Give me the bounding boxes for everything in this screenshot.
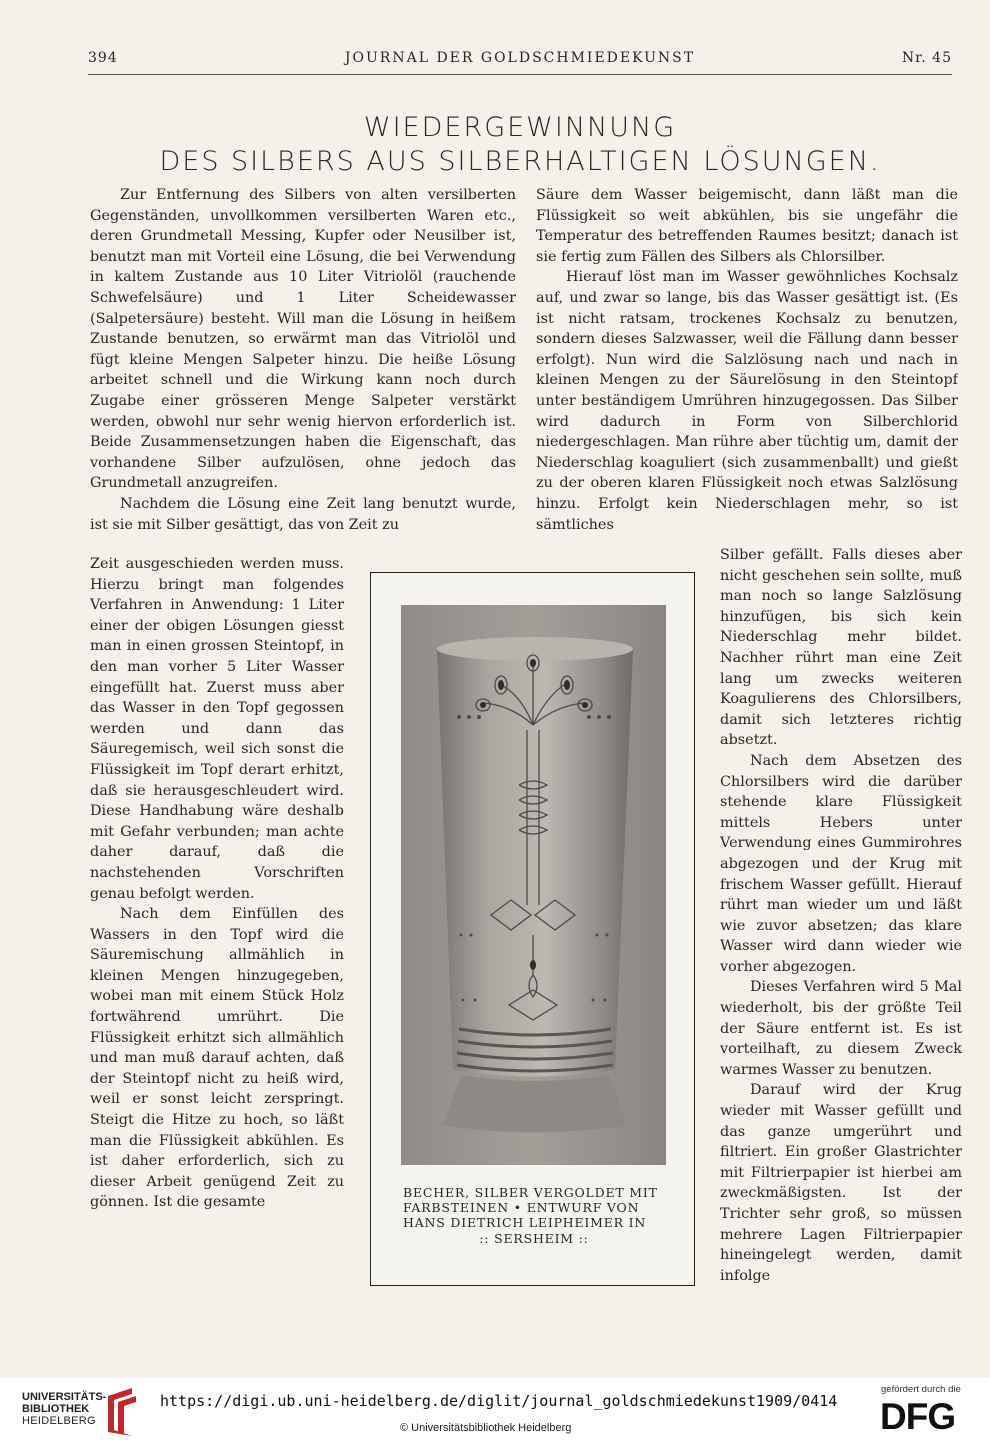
paragraph: Zeit ausgeschieden werden muss. Hierzu bringt man folgendes Verfahren in Anwendung: 1 Liter einer der obigen Lösungen giesst man in einen grossen Steintopf, in den man vorher 5 Liter Wasser eingefüllt hat. Zuerst muss aber das Wasser in den Topf gegossen werden und dann das Säuregemisch, weil sich sonst die Flüssigkeit im Topf derart erhitzt, daß sie herausgeschleudert wird. Diese Handhabung wäre deshalb mit Gefahr verbunden; man achte daher darauf, daß die nachstehenden Vorschriften genau befolgt werden. bbox=[90, 556, 344, 902]
library-name bbox=[22, 1391, 106, 1427]
paragraph: Nach dem Einfüllen des Wassers in den Topf wird die Säuremischung allmählich in kleinen Mengen hinzugegeben, wobei man mit einem Stück Holz fortwährend umrührt. Die Flüssigkeit erhitzt sich allmählich und man muß darauf achten, daß der Steintopf nicht zu heiß wird, weil er sonst leicht zerspringt. Steigt die Hitze zu hoch, so läßt man die Flüssigkeit abkühlen. Es ist daher erforderlich, sich zu dieser Arbeit genügend Zeit zu gönnen. Ist die gesamte bbox=[90, 906, 344, 1211]
paragraph: Dieses Verfahren wird 5 Mal wiederholt, bis der größte Teil der Säure entfernt ist. Es ist vorteilhaft, zu diesem Zweck warmes Wasser zu benutzen. bbox=[720, 979, 962, 1078]
funding-note: gefördert durch die bbox=[881, 1384, 961, 1395]
library-line: HEIDELBERG bbox=[22, 1415, 96, 1427]
paragraph: Hierauf löst man im Wasser gewöhnliches Kochsalz auf, und zwar so lange, bis das Wasser gesättigt ist. (Es ist nicht ratsam, trockenes Kochsalz zu benutzen, sondern dieses Salzwasser, weil die Fällung dann besser erfolgt). Nun wird die Salzlösung nach und nach in kleinen Mengen zu der Säurelösung in den Steintopf unter beständigem Umrühren hinzugegossen. Das Silber wird dadurch in Form von Silberchlorid niedergeschlagen. Man rühre aber tüchtig um, damit der Niederschlag koaguliert (sich zusammenballt) und gießt zu der oberen klaren Flüssigkeit noch etwas Salzlösung hinzu. Erfolgt kein Niederschlagen mehr, so ist sämtliches bbox=[536, 269, 958, 533]
permalink-url[interactable]: https://digi.ub.uni-heidelberg.de/diglit/journal_goldschmiedekunst1909/0414 bbox=[160, 1392, 838, 1410]
column-right-bottom bbox=[720, 545, 962, 1290]
library-line: BIBLIOTHEK bbox=[22, 1403, 90, 1415]
page-number: 394 bbox=[88, 50, 118, 66]
paragraph: Silber gefällt. Falls dieses aber nicht geschehen sein sollte, muß man noch so lange Salzlösung hinzufügen, bis sich kein Niederschlag mehr bildet. Nachher rührt man eine Zeit lang um zwecks weiteren Koagulierens des Chlorsilbers, damit sich letzteres richtig absetzt. bbox=[720, 547, 962, 749]
paragraph: Darauf wird der Krug wieder mit Wasser gefüllt und das ganze umgerührt und filtriert. Ein großer Glastrichter mit Filtrierpapier ist hierbei am zweckmäßigsten. Ist der Trichter sehr groß, so müssen mehrere Lagen Filtrierpapier hineingelegt werden, damit infolge bbox=[720, 1082, 962, 1284]
article-title-line2: DES SILBERS AUS SILBERHALTIGEN LÖSUNGEN. bbox=[159, 146, 881, 177]
dfg-logo: DFG bbox=[880, 1396, 956, 1437]
library-line: UNIVERSITÄTS- bbox=[22, 1391, 107, 1403]
journal-title: JOURNAL DER GOLDSCHMIEDEKUNST bbox=[344, 50, 696, 66]
caption-line: FARBSTEINEN • ENTWURF VON bbox=[403, 1200, 640, 1216]
article-title-line1: WIEDERGEWINNUNG bbox=[363, 112, 677, 143]
library-logo-icon bbox=[102, 1386, 142, 1438]
footer-bar bbox=[0, 1378, 990, 1445]
column-right-top bbox=[536, 185, 958, 545]
copyright-notice: © Universitätsbibliothek Heidelberg bbox=[400, 1422, 572, 1434]
caption-line: HANS DIETRICH LEIPHEIMER IN bbox=[403, 1215, 647, 1231]
issue-number: Nr. 45 bbox=[901, 50, 952, 66]
column-left-bottom bbox=[90, 554, 344, 1294]
beaker-image bbox=[401, 605, 666, 1165]
caption-line: BECHER, SILBER VERGOLDET MIT bbox=[403, 1185, 658, 1200]
beaker-photo-figure bbox=[370, 572, 695, 1286]
paragraph: Nach dem Absetzen des Chlorsilbers wird die darüber stehende klare Flüssigkeit mittels Hebers unter Verwendung eines Gummirohres abgezogen und der Krug mit frischem Wasser gefüllt. Hierauf rührt man wieder um und läßt wie zuvor absetzen; das klare Wasser wird dann wieder wie vorher abgezogen. bbox=[720, 752, 962, 975]
paragraph: Säure dem Wasser beigemischt, dann läßt man die Flüssigkeit so weit abkühlen, bis sie ungefähr die Temperatur des betreffenden Raumes besitzt; danach ist sie fertig zum Fällen des Silbers als Chlorsilber. bbox=[536, 187, 958, 265]
column-left-top bbox=[90, 185, 516, 555]
paragraph: Nachdem die Lösung eine Zeit lang benutzt wurde, ist sie mit Silber gesättigt, das von Zeit zu bbox=[90, 495, 516, 533]
running-header bbox=[88, 48, 952, 75]
caption-line: :: SERSHEIM :: bbox=[479, 1230, 589, 1246]
paragraph: Zur Entfernung des Silbers von alten versilberten Gegenständen, unvollkommen versilberten Waren etc., deren Grundmetall Messing, Kupfer oder Neusilber ist, benutzt man mit Vorteil eine Lösung, die bei Verwendung in kaltem Zustande aus 10 Liter Vitriolöl (rauchende Schwefelsäure) und 1 Liter Scheidewasser (Salpetersäure) besteht. Will man die Lösung in heißem Zustande benutzen, so erwärmt man das Vitriolöl und fügt kleine Mengen Salpeter hinzu. Die heiße Lösung arbeitet schnell und die Wirkung kann noch durch Zugabe einer grösseren Menge Salpeter verstärkt werden, obwohl nur sehr wenig hiervon erforderlich ist. Beide Zusammensetzungen haben die Eigenschaft, das vorhandene Silber aufzulösen, ohne jedoch das Grundmetall anzugreifen. bbox=[90, 187, 516, 492]
figure-caption bbox=[403, 1185, 665, 1246]
